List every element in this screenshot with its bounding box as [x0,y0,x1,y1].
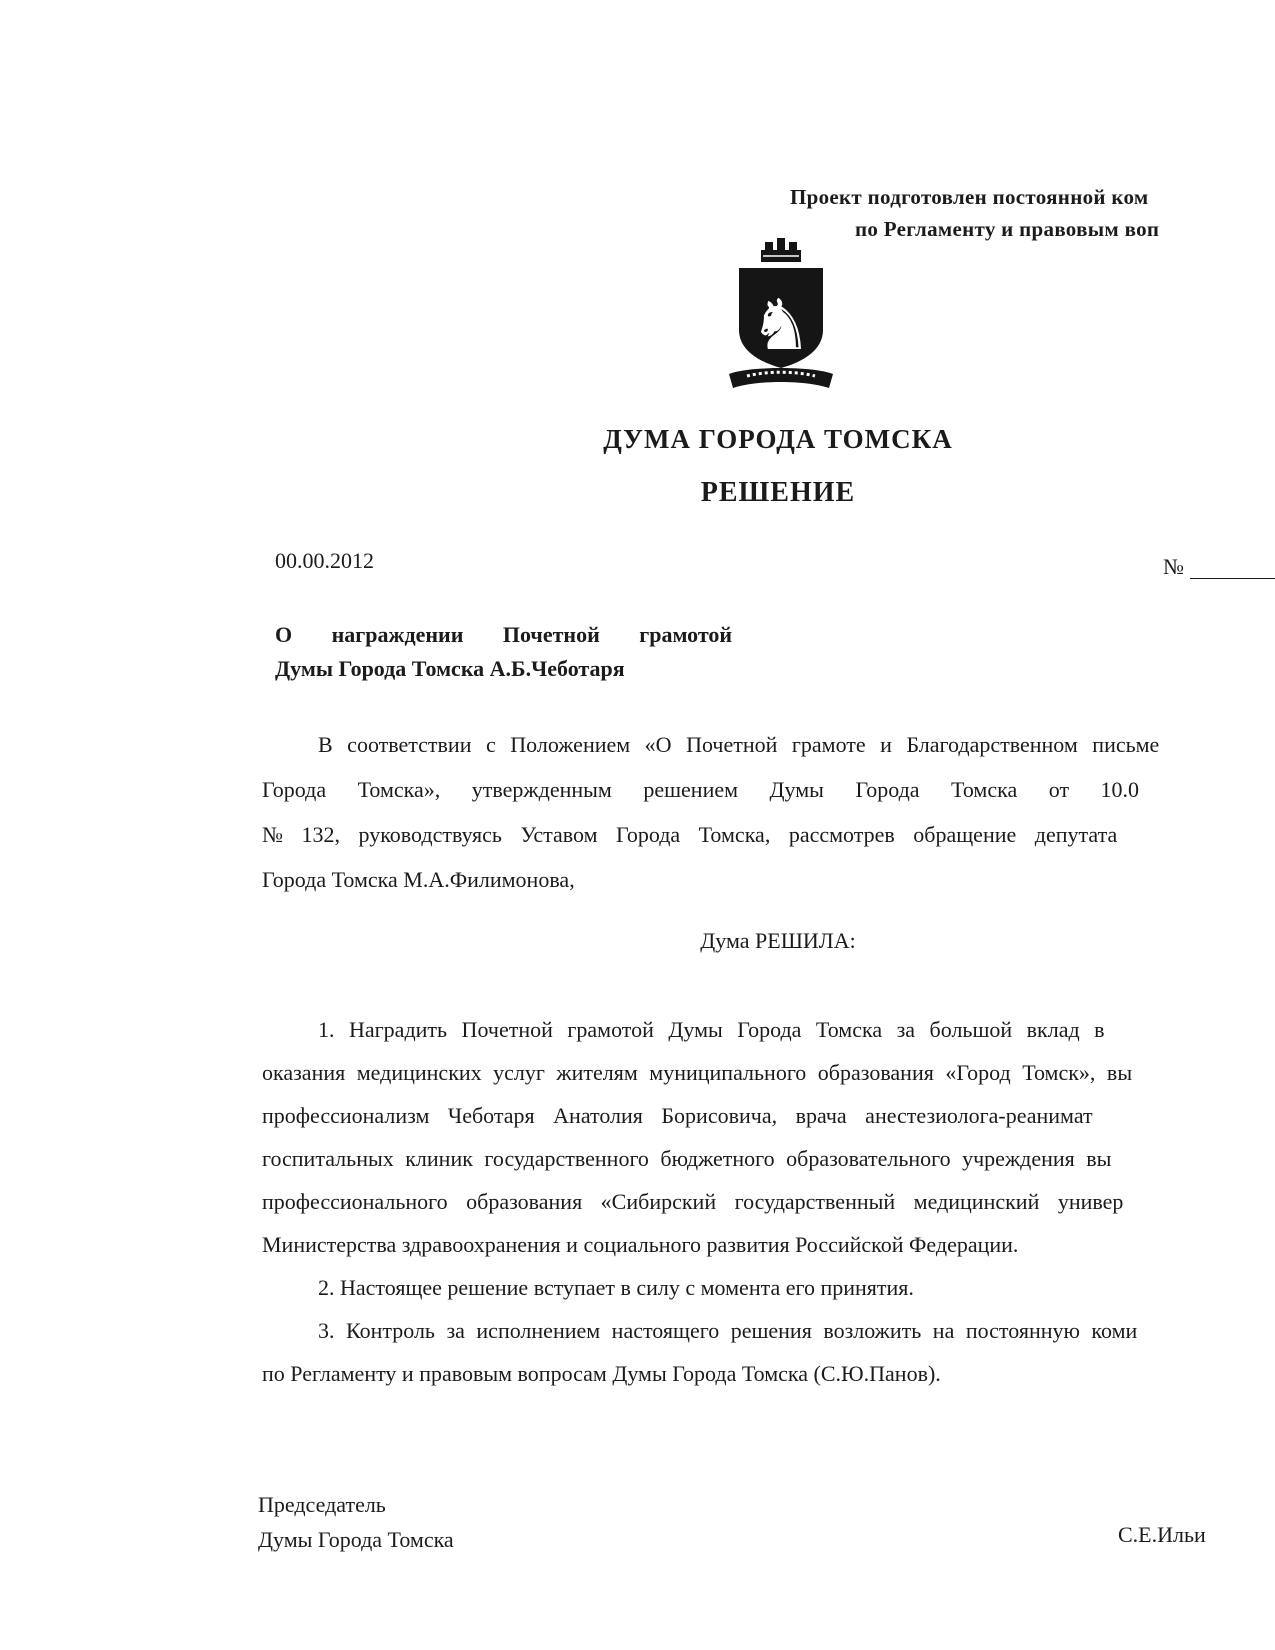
preamble-line: № 132, руководствуясь Уставом Города Томска, рассмотрев обращение депутата [262,822,1118,847]
item-1-line: Министерства здравоохранения и социального развития Российской Федерации. [262,1232,1019,1257]
header-note-line-2: по Регламенту и правовым воп [855,217,1160,241]
item-1-line: оказания медицинских услуг жителям муниципального образования «Город Томск», вы [262,1060,1133,1085]
doc-subject-line-1: О награждении Почетной грамотой [275,622,733,647]
banner-ribbon [729,368,833,388]
item-2-line: 2. Настоящее решение вступает в силу с момента его принятия. [318,1275,914,1300]
horse-icon: ♞ [749,284,813,366]
org-title: ДУМА ГОРОДА ТОМСКА [603,424,953,454]
resolution-items [262,1008,1137,1395]
signature-post-line-1: Председатель [258,1492,386,1517]
preamble-paragraph [262,722,1159,902]
signature-name: С.Е.Ильи [1118,1522,1206,1547]
item-1-line: 1. Наградить Почетной грамотой Думы Города Томска за большой вклад в [318,1017,1105,1042]
coat-of-arms-graphic [725,234,837,396]
preamble-line: Города Томска М.А.Филимонова, [262,867,575,892]
doc-subject [275,618,732,686]
doc-type-title: РЕШЕНИЕ [700,477,856,508]
item-3-line: по Регламенту и правовым вопросам Думы Города Томска (С.Ю.Панов). [262,1361,941,1386]
signature-post-line-2: Думы Города Томска [258,1527,454,1552]
signature-post [258,1487,454,1557]
doc-date: 00.00.2012 [275,548,374,573]
crown-icon [761,238,801,262]
item-1-line: госпитальных клиник государственного бюджетного образовательного учреждения вы [262,1146,1112,1171]
preamble-line: Города Томска», утвержденным решением Думы Города Томска от 10.0 [262,777,1140,802]
item-1-line: профессионализм Чеботаря Анатолия Борисовича, врача анестезиолога-реанимат [262,1103,1093,1128]
tomsk-coat-of-arms [725,234,837,396]
header-note-line-1: Проект подготовлен постоянной ком [790,185,1149,209]
item-3-line: 3. Контроль за исполнением настоящего решения возложить на постоянную коми [318,1318,1138,1343]
doc-number-label: № [1163,554,1184,579]
doc-subject-line-2: Думы Города Томска А.Б.Чеботаря [275,656,625,681]
item-1-line: профессионального образования «Сибирский государственный медицинский универ [262,1189,1124,1214]
preamble-line: В соответствии с Положением «О Почетной грамоте и Благодарственном письме [318,732,1160,757]
doc-number-blank-line [1190,578,1275,579]
resolution-heading: Дума РЕШИЛА: [700,928,856,953]
